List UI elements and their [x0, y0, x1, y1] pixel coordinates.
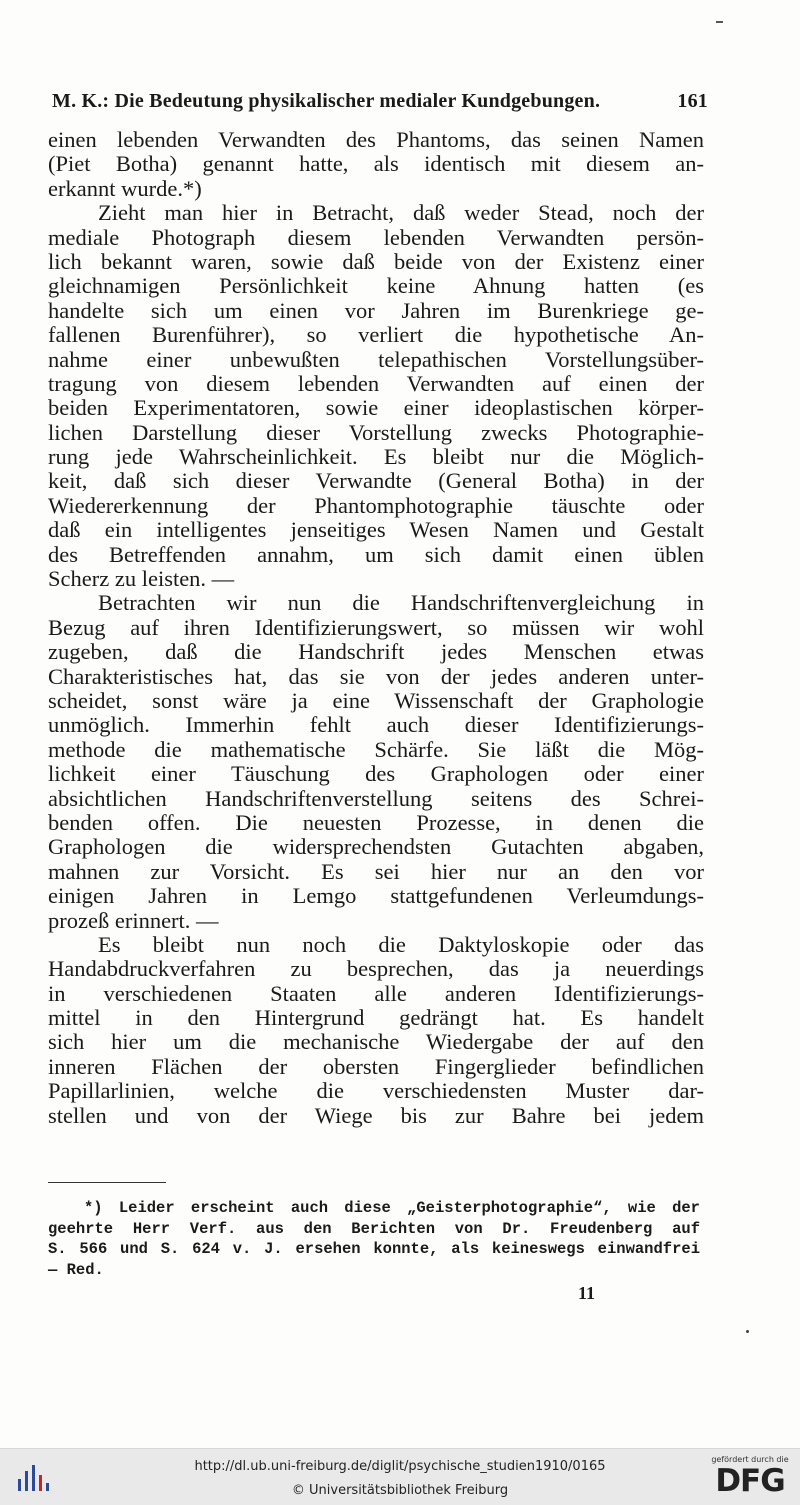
text-line: mittel in den Hintergrund gedrängt hat. Es handelt: [48, 1005, 704, 1031]
text-line: in verschiedenen Staaten alle anderen Identifizierungs-: [48, 980, 704, 1006]
footnote: [48, 1198, 700, 1280]
text-line: lichkeit einer Täuschung des Graphologen oder einer: [48, 761, 704, 787]
text-line: erkannt wurde.*): [48, 175, 202, 201]
text-line: prozeß erinnert. —: [48, 907, 219, 933]
text-line: Graphologen die widersprechendsten Gutachten abgaben,: [48, 834, 704, 860]
footnote-rule: [48, 1182, 166, 1183]
body-text: [48, 128, 704, 1128]
text-line: gleichnamigen Persönlichkeit keine Ahnung hatten (es: [48, 273, 704, 299]
text-line: scheidet, sonst wäre ja eine Wissenschaft der Graphologie: [48, 687, 704, 713]
text-line: sich hier um die mechanische Wiedergabe der auf den: [48, 1029, 704, 1055]
text-line: lichen Darstellung dieser Vorstellung zwecks Photographie-: [48, 419, 704, 445]
page-number: 161: [677, 90, 708, 112]
text-line: absichtlichen Handschriftenverstellung seitens des Schrei-: [48, 785, 704, 811]
text-line: des Betreffenden annahm, um sich damit einen üblen: [48, 541, 704, 567]
footnote-line: geehrte Herr Verf. aus den Berichten von Dr. Freudenberg auf: [48, 1219, 700, 1238]
text-line: handelte sich um einen vor Jahren im Burenkriege ge-: [48, 297, 704, 323]
text-line: unmöglich. Immerhin fehlt auch dieser Identifizierungs-: [48, 712, 704, 738]
text-line: einen lebenden Verwandten des Phantoms, das seinen Namen: [48, 127, 704, 152]
running-title: M. K.: Die Bedeutung physikalischer medialer Kundgebungen.: [52, 90, 601, 112]
text-line: einigen Jahren in Lemgo stattgefundenen Verleumdungs-: [48, 883, 704, 909]
text-line: stellen und von der Wiege bis zur Bahre bei jedem: [48, 1102, 704, 1128]
text-line: Charakteristisches hat, das sie von der jedes anderen unter-: [48, 663, 704, 689]
viewer-footer: [0, 1448, 800, 1505]
text-line: tragung von diesem lebenden Verwandten auf einen der: [48, 370, 704, 396]
text-line: fallenen Burenführer), so verliert die hypothetische An-: [48, 322, 704, 348]
text-line: mediale Photograph diesem lebenden Verwandten persön-: [48, 224, 704, 250]
footnote-line: S. 566 und S. 624 v. J. ersehen konnte, als keineswegs einwandfrei: [48, 1240, 700, 1258]
dfg-logo: [706, 1455, 794, 1501]
scan-mark: [716, 21, 723, 23]
text-line: daß ein intelligentes jenseitiges Wesen Namen und Gestalt: [48, 517, 704, 543]
text-line: nahme einer unbewußten telepathischen Vorstellungsüber-: [48, 346, 704, 372]
text-line: benden offen. Die neuesten Prozesse, in denen die: [48, 809, 704, 835]
text-line: Es bleibt nun noch die Daktyloskopie oder das: [98, 931, 704, 957]
text-line: Handabdruckverfahren zu besprechen, das ja neuerdings: [48, 956, 704, 982]
text-line: Zieht man hier in Betracht, daß weder Stead, noch der: [98, 200, 704, 226]
text-line: lich bekannt waren, sowie daß beide von der Existenz einer: [48, 248, 704, 274]
text-line: Bezug auf ihren Identifizierungswert, so müssen wir wohl: [48, 614, 704, 640]
text-line: zugeben, daß die Handschrift jedes Menschen etwas: [48, 639, 704, 665]
signature-mark: 11: [578, 1283, 596, 1303]
dfg-wordmark: DFG: [715, 1463, 785, 1499]
text-line: Scherz zu leisten. —: [48, 566, 235, 592]
text-line: Papillarlinien, welche die verschiedensten Muster dar-: [48, 1078, 704, 1104]
copyright-text: © Universitätsbibliothek Freiburg: [291, 1483, 509, 1498]
footnote-line: *) Leider erscheint auch diese „Geisterphotographie“, wie der: [84, 1199, 700, 1217]
text-line: methode die mathematische Schärfe. Sie läßt die Mög-: [48, 736, 704, 762]
scan-dot: [746, 1330, 749, 1333]
permalink-url[interactable]: http://dl.ub.uni-freiburg.de/diglit/psychische_studien1910/0165: [194, 1459, 606, 1474]
footnote-line: — Red.: [48, 1260, 104, 1279]
funded-by-text: gefördert durch die: [711, 1455, 789, 1464]
text-line: Wiedererkennung der Phantomphotographie täuschte oder: [48, 492, 704, 518]
text-line: (Piet Botha) genannt hatte, als identisch mit diesem an-: [48, 151, 704, 177]
text-line: mahnen zur Vorsicht. Es sei hier nur an den vor: [48, 858, 704, 884]
text-line: keit, daß sich dieser Verwandte (General Botha) in der: [48, 468, 704, 494]
text-line: inneren Flächen der obersten Fingerglieder befindlichen: [48, 1053, 704, 1079]
text-line: rung jede Wahrscheinlichkeit. Es bleibt nur die Möglich-: [48, 444, 704, 470]
text-line: beiden Experimentatoren, sowie einer ideoplastischen körper-: [48, 395, 704, 421]
text-line: Betrachten wir nun die Handschriftenvergleichung in: [98, 590, 704, 616]
